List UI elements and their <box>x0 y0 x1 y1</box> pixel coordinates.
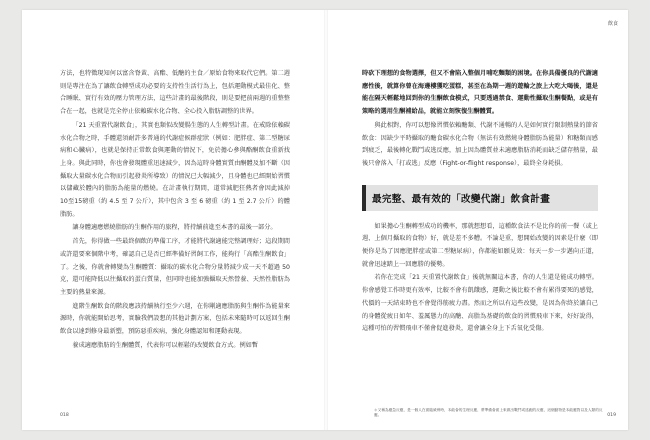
left-paragraph-2: 「21 天重置代謝飲食」，其實也類似改變腸生態的人生轉型計畫。在戒除依賴碳水化合物之時，手體還須耐許多普通的代謝症候群症狀（例如：肥胖症、第二型糖尿病和心臟病），也就是保持正常飲食與運動的情況下，免於擔心參與酪酮飲食重新找上身。與此同時，你也會發現體重迅速減少，因為這時身體實質由酮體及加不斷（因攝取大量碳水化合物而引起發炎所導致）的情況已大幅減少，且身體也已經開始習慣以儲藏於體內的脂肪為能量的燃燒。在計畫執行期間，道常減肥狂熱者會因此減掉 10至15磅重（約 4.5 至 7 公斤），其中包含 3 至 6 磅重（約 1 至 2.7 公斤）的體脂肪。 <box>60 121 290 218</box>
running-header: 飲食 <box>607 21 618 27</box>
section-heading-title: 最完整、最有效的「改變代謝」飲食計畫 <box>372 193 551 205</box>
book-spread <box>22 10 628 430</box>
right-page <box>362 68 598 336</box>
left-paragraph-5: 進階生酮飲食的階段應該持續執行至少六週，在你剛適應脂肪與生酮作為能量來源時，你就能開始思考，實驗我們設想的其他計劃方案，包括未來隨時可以返回生酮飲食以達到修身最新塑，預防惡重疾病，強化身體認知和運動表現。 <box>60 302 290 336</box>
right-paragraph-4: 若你在完成「21 天重置代謝飲食」後就無關這本書，你的人生還是能成功轉型。你會感覺工作時更有效率，比較不會有飢餓感，運動之後比較不會有累得要死的感覺，代價的一天結束時也不會覺得筋疲力盡。然而之所以有這些改變，是因為你終於讓自己的身體從疲日如年、羞厲態力的高醣、高脂為基礎的飲食的習慣飛車下來，好好說得，這種可怕的習慣飛車不僅會促進發炎，還會讓全身上下舌氧化受傷。 <box>362 274 598 333</box>
right-paragraph-2: 與此相對，你可以想像習慣依賴醣類、代謝不通暢的人是如何實行限制熱量的節省飲食：因缺少平時攝取的醣食碳水化合物（無法有效燃燒身體脂肪為能量）和糖類而感到疲乏，最後轉化戰鬥或逃反應，加上因為體質並未適應脂肪消耗而缺乏儲存熱量，最後只會落入「打或逃」反應（Fight-or-flight response），最終全身耗損。 <box>362 121 598 167</box>
left-page-number: 018 <box>60 413 69 418</box>
footnote: ＊又稱為應急反應，是一個人在面臨威脅時，本能會的生理反應，將準備會面上來做出戰鬥或逃跑的反應，這個動物是本能應對以及人類的反應。 <box>374 408 603 417</box>
book-gutter <box>324 10 328 430</box>
left-paragraph-4: 首先，你得做一些最終個飲的準備工序，才能將代謝適能完整調理好；這段期間或許還要來個階中考，確認自己是否已經準備好習飼工作，能夠行「高酯生酮飲食」了。之後，你就會轉變為生酮體質：攝取的碳水化合物分量將減少成一天不超過 50克，還可能降低以往攝取的蛋白質量，但同時也能加強攝取天然營養、天然性脂肪為主要的熱量來源。 <box>60 238 290 296</box>
section-heading <box>362 185 598 211</box>
right-paragraph-1: 時砍下理想的食物選擇，但又不會陷入整個月哺吃麵類的困境。在你具備優良的代謝適應性後，就算你曾在海邊樓獲吃蛋糕，甚至在為期一週的遊輪之旅上大吃大喝後，還是能在隔天輕鬆地回到你的生酮飲食模式，只要透過禁食、運動性攝取生酮餐點，或是有策略的選用生酮補給品，就能立刻恢復生酮體質。 <box>362 70 598 116</box>
left-paragraph-3: 讓身體適應燃燒脂肪的生酮作用的旅程，將持續前進至本書的最後一部分。 <box>72 224 277 232</box>
left-page <box>60 68 290 352</box>
left-paragraph-1: 方法，也特徵現知何以富含脊黃、高酯、低醣的主食／原始食物來取代它們。第二週則是專注在為了讓飲食轉型成功必要的支持性生活行為上，包括運動模式最佳化、整合睡眠、實行有效的壓力管理方法，這些計畫的最後階段，則是要把前兩週的重整整合在一起，也就是完全停止依賴碳水化合物、全心投入脂肪調整的世界。 <box>60 70 290 116</box>
left-paragraph-6: 養成適應脂肪的生酮體質，代表你可以輕鬆的改變飲食方式。例如暫 <box>72 341 259 349</box>
right-paragraph-3: 如果擔心生酮轉型成功的機率，那就想想看，這種飲食法不是比你的前一餐（或上週、上個月攝取的食物）好，就是差不多糟。不論是重，想開始改變的因素是什麼（即便你是為了因應肥胖症或第二型糖尿病），你都能如願見效：每天一步一步邁向正道，就會迅速踏上一回應勝的優勢。 <box>362 222 598 268</box>
right-page-number: 019 <box>607 413 616 418</box>
